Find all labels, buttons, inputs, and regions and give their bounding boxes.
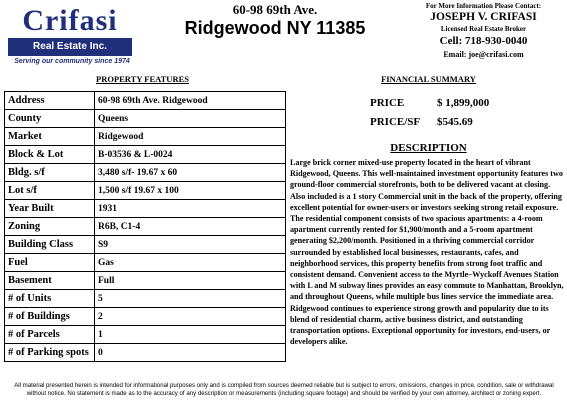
feature-value: Full [95, 272, 286, 290]
table-row [5, 290, 286, 308]
contact-cell: Cell: 718-930-0040 [439, 35, 528, 47]
table-row [5, 92, 286, 110]
feature-value: 0 [95, 344, 286, 362]
feature-value: Gas [95, 254, 286, 272]
disclaimer-footer: All material presented herein is intended for informational purposes only and is compiled from sources deemed reliable but is subject to errors, omissions, changes in price, condition, sale or withdrawal without notice. No statement is made as to the accuracy of any description or measurements (including square footage) and should be verified by your own attorney, architect or zoning expert. [14, 382, 554, 397]
feature-value: R6B, C1-4 [95, 218, 286, 236]
feature-value: Ridgewood [95, 128, 286, 146]
logo-wordmark: Crifasi [22, 4, 118, 37]
financial-summary-heading: FINANCIAL SUMMARY [381, 74, 476, 84]
feature-label: Address [5, 92, 95, 110]
feature-value: 2 [95, 308, 286, 326]
contact-role: Licensed Real Estate Broker [440, 25, 527, 33]
feature-label: Fuel [5, 254, 95, 272]
feature-value: 1,500 s/f 19.67 x 100 [95, 182, 286, 200]
table-row [5, 146, 286, 164]
feature-label: Bldg. s/f [5, 164, 95, 182]
table-row [5, 236, 286, 254]
table-row [5, 218, 286, 236]
feature-value: B-03536 & L-0024 [95, 146, 286, 164]
feature-label: # of Buildings [5, 308, 95, 326]
feature-label: # of Parcels [5, 326, 95, 344]
contact-email[interactable]: Email: joe@crifasi.com [443, 50, 524, 59]
property-address-line2: Ridgewood NY 11385 [184, 18, 366, 38]
feature-label: Market [5, 128, 95, 146]
table-row [5, 200, 286, 218]
table-row [5, 254, 286, 272]
price-value: $ 1,899,000 [437, 97, 490, 109]
feature-label: # of Parking spots [5, 344, 95, 362]
feature-label: Lot s/f [5, 182, 95, 200]
contact-name: JOSEPH V. CRIFASI [430, 11, 537, 23]
table-row [5, 110, 286, 128]
feature-value: 1 [95, 326, 286, 344]
feature-label: # of Units [5, 290, 95, 308]
table-row [5, 164, 286, 182]
price-label: PRICE [370, 97, 405, 109]
table-row [5, 128, 286, 146]
property-address-line1: 60-98 69th Ave. [232, 2, 318, 17]
feature-value: S9 [95, 236, 286, 254]
price-per-sf-value: $545.69 [437, 116, 473, 128]
description-heading: DESCRIPTION [390, 142, 467, 154]
feature-label: Block & Lot [5, 146, 95, 164]
property-features-table [4, 91, 286, 362]
feature-value: 3,480 s/f- 19.67 x 60 [95, 164, 286, 182]
feature-value: 1931 [95, 200, 286, 218]
feature-value: Queens [95, 110, 286, 128]
feature-label: Year Built [5, 200, 95, 218]
logo-subtitle-bar: Real Estate Inc. [8, 38, 132, 56]
table-row [5, 326, 286, 344]
feature-label: Zoning [5, 218, 95, 236]
price-per-sf-label: PRICE/SF [370, 116, 421, 128]
table-row [5, 308, 286, 326]
feature-label: Building Class [5, 236, 95, 254]
table-row [5, 182, 286, 200]
logo-tagline: Serving our community since 1974 [14, 58, 130, 65]
table-row [5, 344, 286, 362]
feature-value: 5 [95, 290, 286, 308]
feature-label: Basement [5, 272, 95, 290]
contact-intro: For More Information Please Contact: [425, 2, 542, 10]
feature-label: County [5, 110, 95, 128]
description-text: Large brick corner mixed-use property located in the heart of vibrant Ridgewood, Queens. This well-maintained investment opportunity features two ground-floor commercial storefronts, both to be delivered vacant at closing. Also included is a 1 story Commercial unit in the back of the property, offering excellent potential for owner-users or investors seeking strong retail exposure. The residential component consists of two spacious apartments: a 4-room apartment currently rented for $1,900/month and a 5-room apartment generating $2,200/month. Positioned in a thriving commercial corridor surrounded by established local businesses, restaurants, cafes, and neighborhood services, this property benefits from strong foot traffic and consistent demand. Convenient access to the Myrtle–Wyckoff Avenues Station with L and M subway lines provides an easy commute to Manhattan, Brooklyn, and throughout Queens, while multiple bus lines service the immediate area. Ridgewood continues to experience strong growth and popularity due to its blend of residential charm, active business district, and outstanding transportation options. Exceptional opportunity for investors, end-users, or developers alike. [290, 158, 564, 347]
table-row [5, 272, 286, 290]
feature-value: 60-98 69th Ave. Ridgewood [95, 92, 286, 110]
property-features-heading: PROPERTY FEATURES [96, 74, 189, 84]
